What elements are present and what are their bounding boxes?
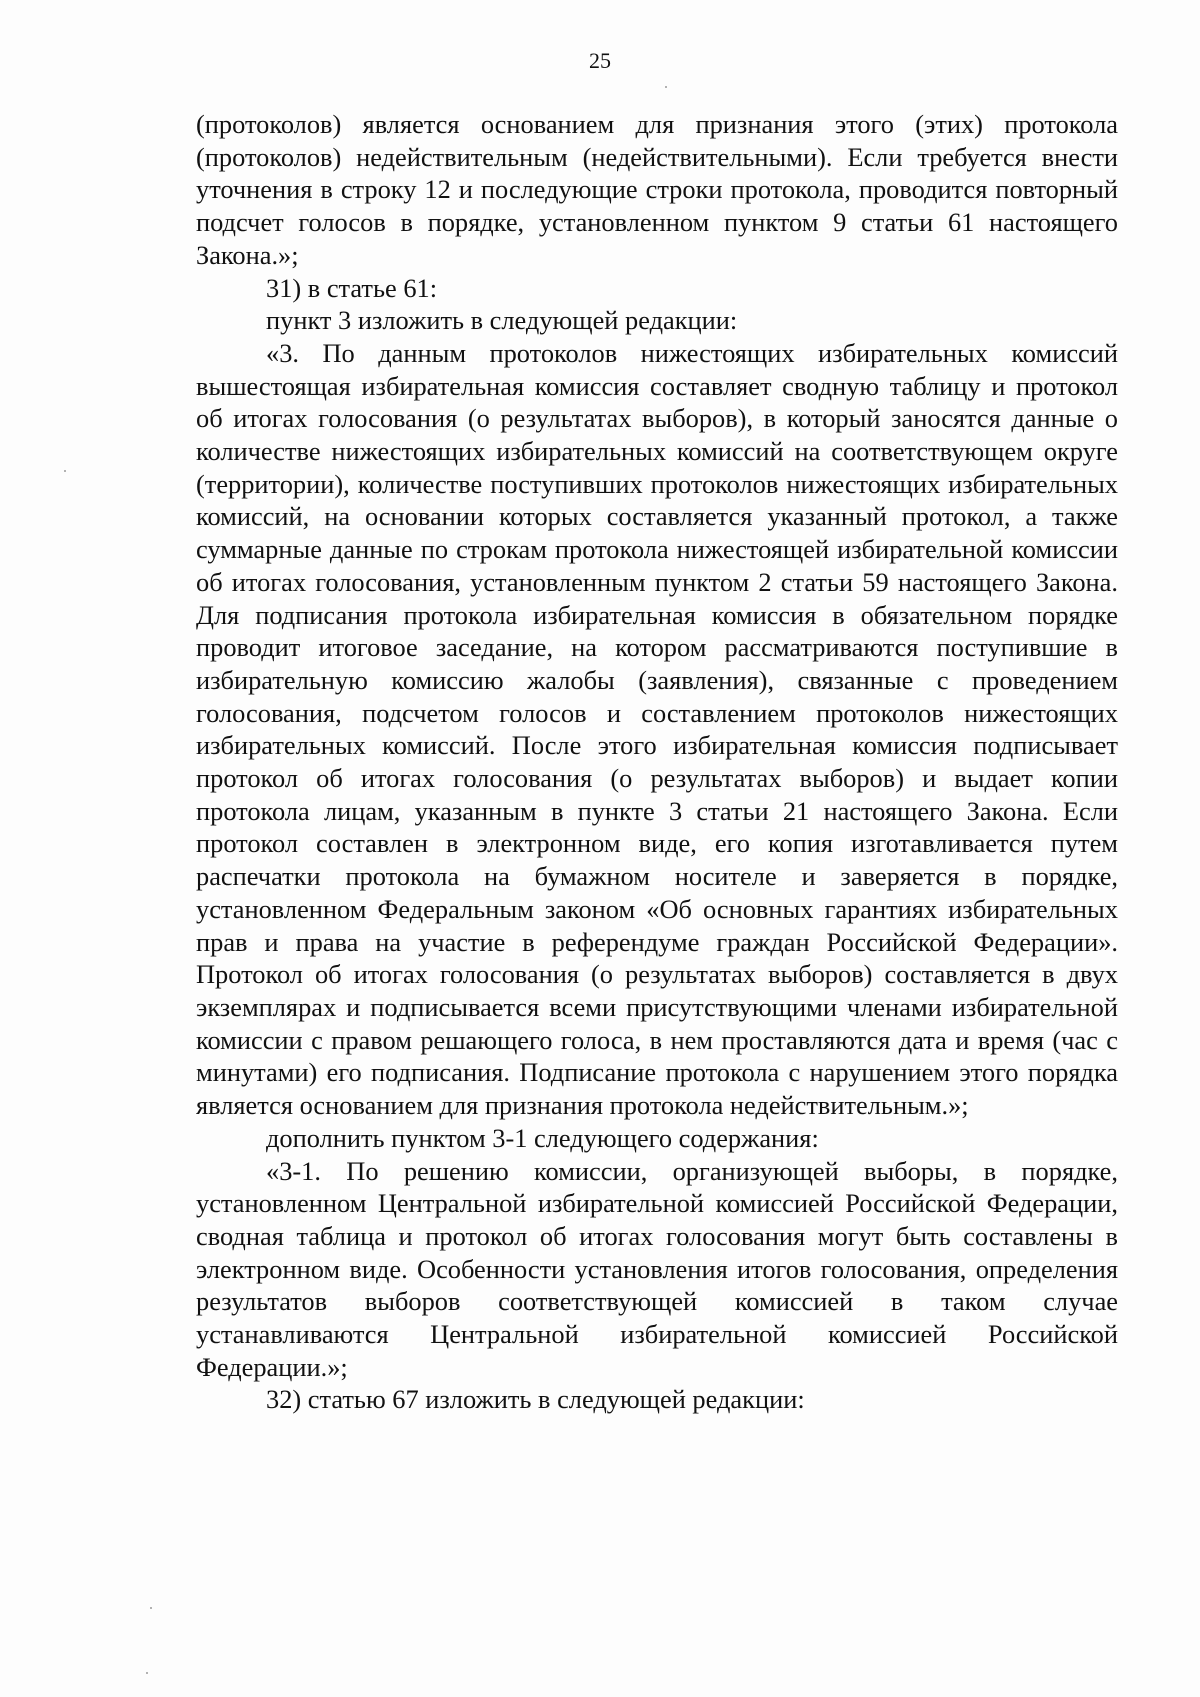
paragraph-continuation: (протоколов) является основанием для признания этого (этих) протокола (протоколов) недействительным (недействительными). Если требуется внести уточнения в строку 12 и последующие строки протокола, проводится повторный подсчет голосов в порядке, установленном пунктом 9 статьи 61 настоящего Закона.»; [196,109,1118,270]
scan-speck [146,1672,148,1674]
paragraph-point-3-1-intro: дополнить пунктом 3-1 следующего содержания: [266,1122,819,1153]
page-number: 25 [589,48,611,73]
scan-speck [64,470,66,472]
document-body [196,108,1118,1416]
paragraph-item-32: 32) статью 67 изложить в следующей редакции: [266,1384,805,1415]
paragraph-item-31: 31) в статье 61: [266,272,438,303]
scan-speck [665,86,667,88]
paragraph-point-3-intro: пункт 3 изложить в следующей редакции: [266,305,738,336]
paragraph-point-3-1-text: «3-1. По решению комиссии, организующей выборы, в порядке, установленном Центральной избирательной комиссией Российской Федерации, сводная таблица и протокол об итогах голосования могут быть составлены в электронном виде. Особенности установления итогов голосования, определения результатов выборов соответствующей комиссией в таком случае устанавливаются Центральной избирательной комиссией Российской Федерации.»; [196,1155,1118,1382]
scan-speck [150,1607,152,1609]
paragraph-point-3-text: «3. По данным протоколов нижестоящих избирательных комиссий вышестоящая избирательная комиссия составляет сводную таблицу и протокол об итогах голосования (о результатах выборов), в который заносятся данные о количестве нижестоящих избирательных комиссий на соответствующем округе (территории), количестве поступивших протоколов нижестоящих избирательных комиссий, на основании которых составляется указанный протокол, а также суммарные данные по строкам протокола нижестоящей избирательной комиссии об итогах голосования, установленным пунктом 2 статьи 59 настоящего Закона. Для подписания протокола избирательная комиссия в обязательном порядке проводит итоговое заседание, на котором рассматриваются поступившие в избирательную комиссию жалобы (заявления), связанные с проведением голосования, подсчетом голосов и составлением протоколов нижестоящих избирательных комиссий. После этого избирательная комиссия подписывает протокол об итогах голосования (о результатах выборов) и выдает копии протокола лицам, указанным в пункте 3 статьи 21 настоящего Закона. Если протокол составлен в электронном виде, его копия изготавливается путем распечатки протокола на бумажном носителе и заверяется в порядке, установленном Федеральным законом «Об основных гарантиях избирательных прав и права на участие в референдуме граждан Российской Федерации». Протокол об итогах голосования (о результатах выборов) составляется в двух экземплярах и подписывается всеми присутствующими членами избирательной комиссии с правом решающего голоса, в нем проставляются дата и время (час с минутами) его подписания. Подписание протокола с нарушением этого порядка является основанием для признания протокола недействительным.»; [196,337,1118,1121]
